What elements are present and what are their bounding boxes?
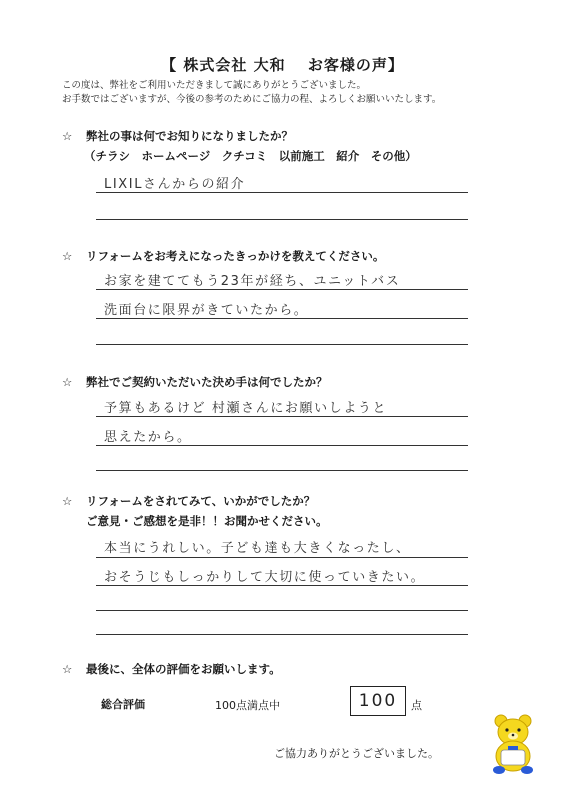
answer-3-line-2: 思えたから。 <box>104 430 192 445</box>
question-4 <box>62 493 315 509</box>
answer-1-line-1: LIXILさんからの紹介 <box>104 177 246 192</box>
question-3-text: 弊社でご契約いただいた決め手は何でしたか？ <box>86 375 328 389</box>
answer-line <box>96 192 468 193</box>
answer-line <box>96 318 468 319</box>
intro-text-2: お手数ではございますが、今後の参考のためにご協力の程、よろしくお願いいたします。 <box>62 94 442 105</box>
question-2-text: リフォームをお考えになったきっかけを教えてください。 <box>86 249 385 263</box>
answer-line <box>96 289 468 290</box>
answer-4-line-1: 本当にうれしい。子ども達も大きくなったし、 <box>104 541 411 556</box>
answer-line <box>96 416 468 417</box>
question-5-text: 最後に、全体の評価をお願いします。 <box>86 662 281 676</box>
answer-3-line-1: 予算もあるけど 村瀬さんにお願いしようと <box>104 401 388 416</box>
star-icon: ☆ <box>62 375 73 389</box>
page-title: 【 株式会社 大和 お客様の声】 <box>161 56 404 74</box>
answer-2-line-1: お家を建ててもう23年が経ち、ユニットバス <box>104 274 401 289</box>
answer-line <box>96 585 468 586</box>
answer-line <box>96 344 468 345</box>
question-1 <box>62 128 293 144</box>
rating-label: 総合評価 <box>101 698 145 711</box>
intro-text-1: この度は、弊社をご利用いただきまして誠にありがとうございました。 <box>62 80 367 91</box>
rating-scale: 100点満点中 <box>215 699 280 712</box>
answer-line <box>96 557 468 558</box>
bear-mascot-icon <box>486 712 540 776</box>
answer-4-line-2: おそうじもしっかりして大切に使っていきたい。 <box>104 570 426 585</box>
answer-2-line-2: 洗面台に限界がきていたから。 <box>104 303 309 318</box>
star-icon: ☆ <box>62 494 73 508</box>
question-5 <box>62 661 281 677</box>
thanks-message: ご協力ありがとうございました。 <box>274 747 439 760</box>
question-1-options: （チラシ ホームページ クチコミ 以前施工 紹介 その他） <box>84 149 417 163</box>
answer-line <box>96 445 468 446</box>
answer-line <box>96 219 468 220</box>
answer-line <box>96 470 468 471</box>
answer-line <box>96 610 468 611</box>
score-unit: 点 <box>411 699 422 712</box>
star-icon: ☆ <box>62 129 73 143</box>
question-4-subtext: ご意見・ご感想を是非！！お聞かせください。 <box>86 514 328 528</box>
answer-line <box>96 634 468 635</box>
question-3 <box>62 374 328 390</box>
question-2 <box>62 248 384 264</box>
question-1-text: 弊社の事は何でお知りになりましたか？ <box>86 129 293 143</box>
star-icon: ☆ <box>62 249 73 263</box>
question-4-text: リフォームをされてみて、いかがでしたか？ <box>86 494 316 508</box>
score-field[interactable]: 100 <box>350 686 406 716</box>
star-icon: ☆ <box>62 662 73 676</box>
